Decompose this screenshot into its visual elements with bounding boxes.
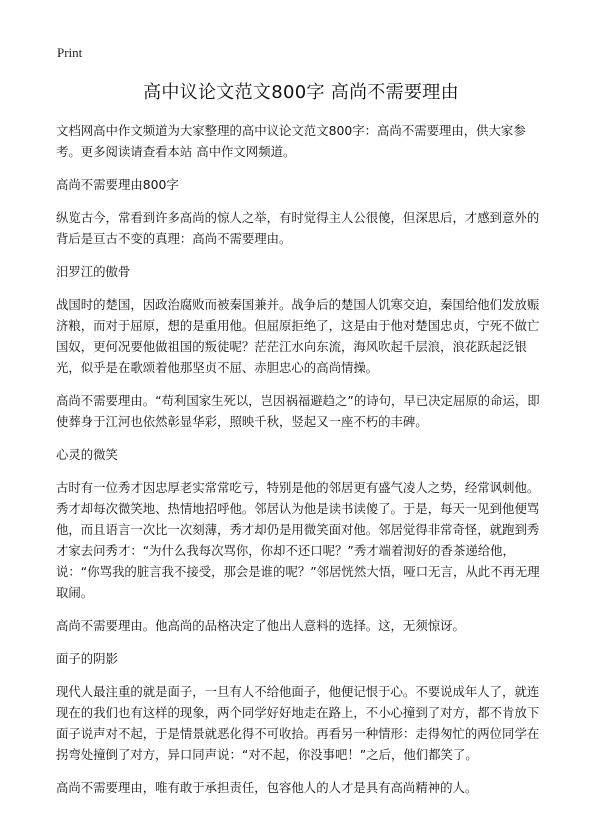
print-link[interactable]: Print — [57, 45, 83, 60]
section-heading: 面子的阴影 — [56, 651, 118, 666]
article-body — [56, 120, 550, 810]
page-title: 高中议论文范文800字 高尚不需要理由 — [143, 82, 459, 103]
section-heading: 汨罗江的傲骨 — [56, 264, 131, 279]
opening-paragraph: 纵览古今，常看到许多高尚的惊人之举，有时觉得主人公很傻，但深思后，才感到意外的背后是亘古不变的真理：高尚不需要理由。 — [56, 210, 540, 246]
paragraph: 战国时的楚国，因政治腐败而被秦国兼并。战争后的楚国人饥寒交迫，秦国给他们发放赈济粮，而对于屈原，想的是重用他。但屈原拒绝了，这是由于他对楚国忠贞，宁死不做亡国奴，更何况要他做祖国的叛徒呢？茫茫江水向东流，海风吹起千层浪，浪花跃起泛银光，似乎是在歌颂着他那坚贞不屈、赤胆忠心的高尚情操。 — [56, 297, 540, 375]
paragraph: 现代人最注重的就是面子，一旦有人不给他面子，他便记恨于心。不要说成年人了，就连现在的我们也有这样的现象，两个同学好好地走在路上，不小心撞到了对方，都不肯放下面子说声对不起，于是情景就恶化得不可收拾。再看另一种情形：走得匆忙的两位同学在拐弯处撞倒了对方，异口同声说：“对不起，你没事吧！”之后，他们都笑了。 — [56, 684, 540, 762]
paragraph: 古时有一位秀才因忠厚老实常常吃亏，特别是他的邻居更有盛气凌人之势，经常讽刺他。秀才却每次微笑地、热情地招呼他。邻居认为他是读书读傻了。于是，每天一见到他便骂他，而且语言一次比一次刻薄，秀才却仍是用微笑面对他。邻居觉得非常奇怪，就跑到秀才家去问秀才：“为什么我每次骂你，你却不还口呢？”秀才端着沏好的香茶递给他，说：“你骂我的脏言我不接受，那会是谁的呢？”邻居恍然大悟，哑口无言，从此不再无理取闹。 — [56, 480, 540, 600]
paragraph: 高尚不需要理由，唯有敢于承担责任，包容他人的人才是具有高尚精神的人。 — [56, 780, 478, 795]
article-subtitle: 高尚不需要理由800字 — [56, 177, 179, 192]
paragraph: 高尚不需要理由。他高尚的品格决定了他出人意料的选择。这，无须惊讶。 — [56, 618, 465, 633]
intro-paragraph: 文档网高中作文频道为大家整理的高中议论文范文800字：高尚不需要理由，供大家参考。更多阅读请查看本站 高中作文网频道。 — [56, 123, 526, 159]
section-heading: 心灵的微笑 — [56, 447, 118, 462]
paragraph: 高尚不需要理由。“苟利国家生死以，岂因祸福避趋之”的诗句，早已决定屈原的命运，即使葬身于江河也依然彰显华彩，照映千秋，竖起又一座不朽的丰碑。 — [56, 393, 540, 429]
